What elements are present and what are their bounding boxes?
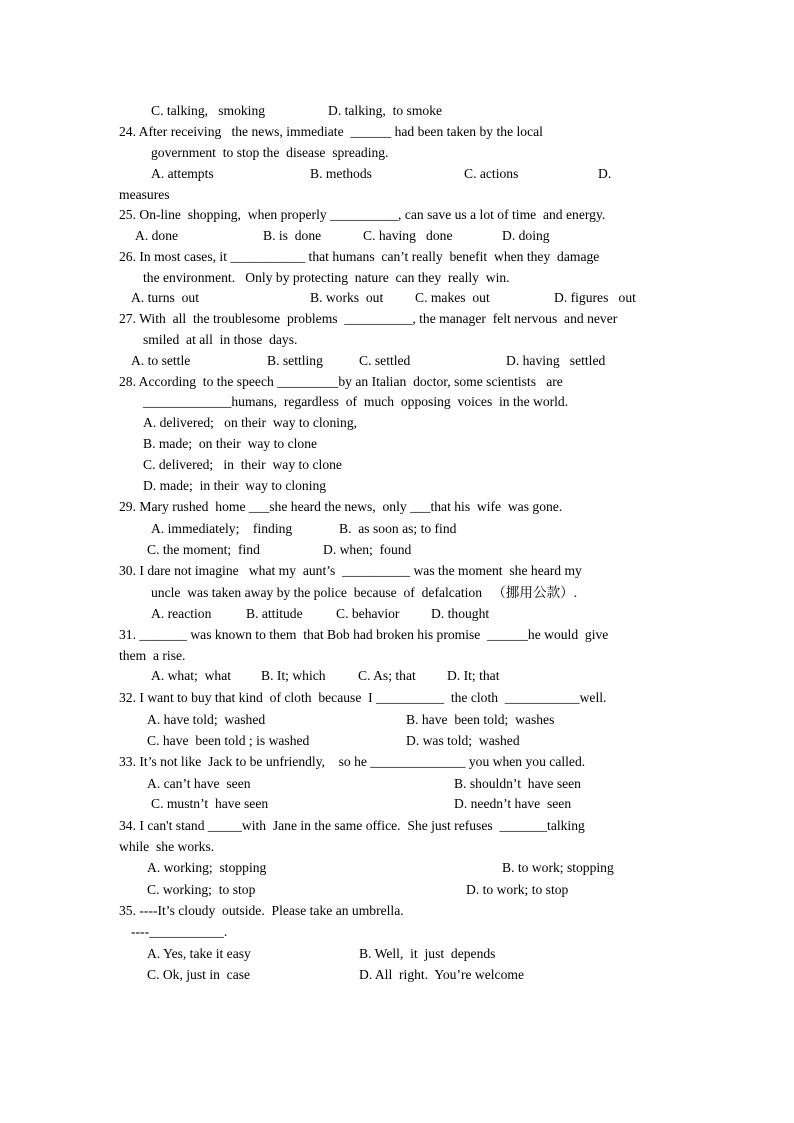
question-35-reply: ----___________. (131, 924, 228, 939)
option-d: D. It; that (447, 668, 500, 683)
option-d: D. thought (431, 606, 490, 621)
option-d: D. when; found (323, 542, 412, 557)
option-b: B. methods (310, 166, 372, 181)
option-a: A. done (135, 228, 179, 243)
option-b: B. is done (263, 228, 322, 243)
option-a: A. can’t have seen (147, 776, 251, 791)
option-b: B. as soon as; to find (339, 521, 457, 536)
question-28: 28. According to the speech _________by an Italian doctor, some scientists are (119, 374, 563, 389)
question-24: 24. After receiving the news, immediate ______ had been taken by the local (119, 124, 543, 139)
option-c: C. the moment; find (147, 542, 260, 557)
question-33: 33. It’s not like Jack to be unfriendly, so he ______________ you when you called. (119, 754, 586, 769)
question-27: 27. With all the troublesome problems __________, the manager felt nervous and never (119, 311, 618, 326)
option-a: A. reaction (151, 606, 212, 621)
option-b: B. Well, it just depends (359, 946, 496, 961)
option-c: C. Ok, just in case (147, 967, 251, 982)
option-c: C. mustn’t have seen (151, 796, 269, 811)
option-a: A. to settle (131, 353, 191, 368)
option-b: B. made; on their way to clone (143, 436, 318, 451)
question-26-continued: the environment. Only by protecting nature can they really win. (143, 270, 510, 285)
option-a: A. turns out (131, 290, 199, 305)
option-b: B. to work; stopping (502, 860, 614, 875)
question-27-continued: smiled at all in those days. (143, 332, 298, 347)
option-c: C. settled (359, 353, 411, 368)
option-b: B. have been told; washes (406, 712, 555, 727)
option-a: A. delivered; on their way to cloning, (143, 415, 358, 430)
option-d: D. made; in their way to cloning (143, 478, 327, 493)
option-d: D. figures out (554, 290, 636, 305)
option-b: B. It; which (261, 668, 326, 683)
question-26: 26. In most cases, it ___________ that humans can’t really benefit when they damage (119, 249, 600, 264)
option-c: C. As; that (358, 668, 416, 683)
option-c: C. delivered; in their way to clone (143, 457, 342, 472)
option-a: A. what; what (151, 668, 232, 683)
question-25: 25. On-line shopping, when properly __________, can save us a lot of time and energy. (119, 207, 606, 222)
option-c: C. actions (464, 166, 519, 181)
option-b: B. works out (310, 290, 384, 305)
question-31-continued: them a rise. (119, 648, 186, 663)
option-c: C. behavior (336, 606, 400, 621)
option-d: D. was told; washed (406, 733, 520, 748)
option-c: C. makes out (415, 290, 490, 305)
option-c: C. having done (363, 228, 453, 243)
question-32: 32. I want to buy that kind of cloth because I __________ the cloth ___________well. (119, 690, 607, 705)
option-a: A. have told; washed (147, 712, 266, 727)
option-c: C. working; to stop (147, 882, 256, 897)
option-d-continued: measures (119, 187, 170, 202)
option-c: C. have been told ; is washed (147, 733, 310, 748)
question-29: 29. Mary rushed home ___she heard the news, only ___that his wife was gone. (119, 499, 563, 514)
option-d: D. doing (502, 228, 550, 243)
option-b: B. shouldn’t have seen (454, 776, 581, 791)
option-a: A. Yes, take it easy (147, 946, 251, 961)
option-d: D. needn’t have seen (454, 796, 572, 811)
option-b: B. attitude (246, 606, 303, 621)
question-24-continued: government to stop the disease spreading. (151, 145, 389, 160)
option-b: B. settling (267, 353, 323, 368)
option-d: D. All right. You’re welcome (359, 967, 524, 982)
option-a: A. working; stopping (147, 860, 267, 875)
question-34-continued: while she works. (119, 839, 215, 854)
option-a: A. immediately; finding (151, 521, 293, 536)
option-d: D. talking, to smoke (328, 103, 443, 118)
option-a: A. attempts (151, 166, 214, 181)
question-30-continued: uncle was taken away by the police because of defalcation （挪用公款）. (151, 585, 578, 600)
option-d: D. to work; to stop (466, 882, 569, 897)
question-30: 30. I dare not imagine what my aunt’s __________ was the moment she heard my (119, 563, 582, 578)
question-31: 31. _______ was known to them that Bob had broken his promise ______he would give (119, 627, 609, 642)
option-d: D. (598, 166, 612, 181)
question-34: 34. I can't stand _____with Jane in the same office. She just refuses _______talking (119, 818, 585, 833)
option-c: C. talking, smoking (151, 103, 266, 118)
option-d: D. having settled (506, 353, 606, 368)
question-35: 35. ----It’s cloudy outside. Please take an umbrella. (119, 903, 404, 918)
question-28-continued: _____________humans, regardless of much opposing voices in the world. (143, 394, 569, 409)
